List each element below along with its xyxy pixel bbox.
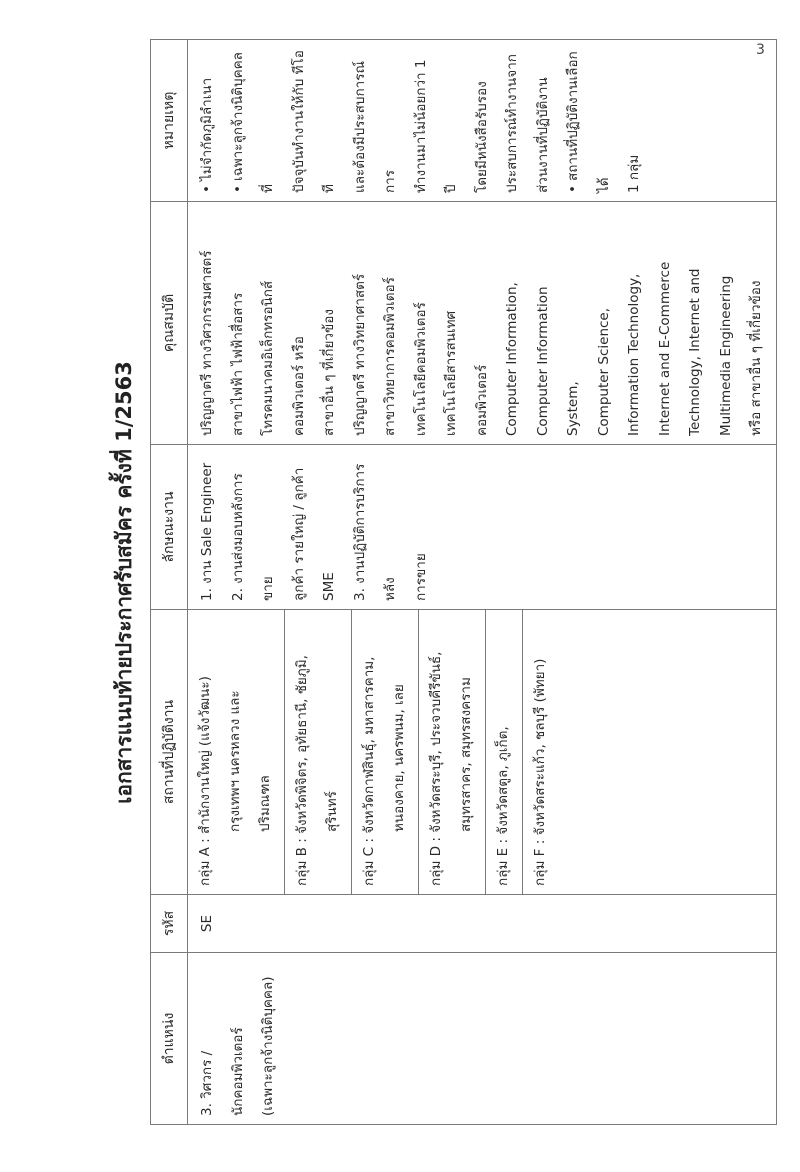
header-job: ลักษณะงาน bbox=[151, 445, 188, 610]
code-cell: SE bbox=[188, 895, 777, 953]
table-row bbox=[188, 40, 777, 1125]
location-group-c bbox=[352, 610, 419, 894]
qualification-line: สาขาอื่น ๆ ที่เกี่ยวข้อง bbox=[321, 309, 337, 436]
qualification-line: โทรคมนาคมอิเล็กทรอนิกส์ bbox=[260, 280, 276, 436]
qualification-line: ปริญญาตรี ทางวิศวกรรมศาสตร์ bbox=[199, 250, 215, 436]
remark-cell bbox=[188, 40, 777, 202]
rotated-document bbox=[112, 40, 774, 1125]
group-line: กรุงเทพฯ นครหลวง และ bbox=[227, 690, 243, 832]
job-line: 2. งานส่งมอบหลังการขาย bbox=[229, 473, 276, 601]
qualification-line: คอมพิวเตอร์ bbox=[473, 364, 490, 436]
group-heading: กลุ่ม A : สำนักงานใหญ่ (แจ้งวัฒนะ) bbox=[197, 676, 213, 886]
qualification-line: คอมพิวเตอร์ หรือ bbox=[290, 336, 307, 436]
group-heading: กลุ่ม D : จังหวัดสระบุรี, ประจวบคีรีขันธ์, bbox=[428, 651, 444, 886]
group-line: สุรินทร์ bbox=[324, 791, 340, 832]
qualification-line: Internet and E-Commerce bbox=[656, 261, 673, 436]
location-group-e bbox=[486, 610, 523, 894]
remark-line: โดยมีหนังสือรับรอง bbox=[473, 81, 490, 193]
group-heading: กลุ่ม C : จังหวัดกาฬสินธุ์, มหาสารคาม, bbox=[361, 656, 377, 886]
group-heading: กลุ่ม B : จังหวัดพิจิตร, อุทัยธานี, ชัยภูมิ, bbox=[294, 655, 310, 886]
remark-line: ประสบการณ์ทำงานจาก bbox=[504, 54, 520, 193]
remark-line: และต้องมีประสบการณ์การ bbox=[351, 60, 398, 193]
recruitment-table bbox=[150, 39, 777, 1125]
remark-line: • เฉพาะลูกจ้างนิติบุคคลที่ bbox=[223, 48, 284, 193]
qualification-line: ปริญญาตรี ทางวิทยาศาสตร์ bbox=[351, 273, 368, 436]
qualification-line: Computer Information, bbox=[504, 282, 520, 436]
remark-line: 1 กลุ่ม bbox=[626, 154, 642, 193]
location-group-b bbox=[285, 610, 352, 894]
header-location: สถานที่ปฏิบัติงาน bbox=[151, 610, 188, 895]
remark-line: ทำงานมาไม่น้อยกว่า 1 ปี bbox=[412, 59, 459, 193]
location-group-a bbox=[188, 610, 285, 894]
location-group-d bbox=[419, 610, 486, 894]
qualification-line: System, bbox=[565, 381, 581, 436]
qualification-line: Multimedia Engineering bbox=[717, 275, 734, 436]
qualification-cell bbox=[188, 202, 777, 445]
position-line: นักคอมพิวเตอร์ bbox=[229, 1027, 246, 1116]
remark-line: • ไม่จำกัดภูมิลำเนา bbox=[192, 48, 223, 193]
job-line: การขาย bbox=[412, 553, 429, 601]
position-line: (เฉพาะลูกจ้างนิติบุคคล) bbox=[260, 976, 276, 1116]
header-position: ตำแหน่ง bbox=[151, 953, 188, 1125]
position-cell bbox=[188, 953, 777, 1125]
page-number: 3 bbox=[756, 42, 765, 58]
job-line: ลูกค้า รายใหญ่ / ลูกค้า SME bbox=[290, 467, 337, 601]
remark-line: ส่วนงานที่ปฏิบัติงาน bbox=[534, 77, 551, 193]
qualification-line: สาขาไฟฟ้า ไฟฟ้าสื่อสาร bbox=[229, 292, 246, 436]
group-line: สมุทรสาคร, สมุทรสงคราม bbox=[458, 677, 474, 832]
group-line: หนองคาย, นครพนม, เลย bbox=[391, 684, 407, 832]
job-cell bbox=[188, 445, 777, 610]
qualification-line: Information Technology, bbox=[626, 273, 642, 436]
qualification-line: เทคโนโลยีคอมพิวเตอร์ bbox=[412, 302, 429, 436]
group-heading: กลุ่ม E : จังหวัดสตูล, ภูเก็ต, bbox=[495, 726, 511, 886]
remark-line: ปัจจุบันทำงานให้กับ ทีโอที bbox=[290, 50, 337, 193]
job-line: 3. งานปฏิบัติการบริการหลัง bbox=[351, 463, 398, 601]
qualification-line: หรือ สาขาอื่น ๆ ที่เกี่ยวข้อง bbox=[748, 280, 764, 436]
qualification-line: Computer Information bbox=[534, 286, 551, 436]
location-group-f bbox=[523, 610, 559, 894]
qualification-line: Computer Science, bbox=[595, 307, 612, 436]
header-remark: หมายเหตุ bbox=[151, 40, 188, 202]
position-line: 3. วิศวกร / bbox=[199, 1050, 215, 1116]
location-cell bbox=[188, 610, 777, 895]
remark-line: • สถานที่ปฏิบัติงานเลือกได้ bbox=[558, 48, 619, 193]
table-header-row bbox=[151, 40, 188, 1125]
group-line: ปริมณฑล bbox=[257, 775, 273, 832]
group-heading: กลุ่ม F : จังหวัดสระแก้ว, ชลบุรี (พัทยา) bbox=[532, 658, 548, 886]
job-line: 1. งาน Sale Engineer bbox=[199, 462, 215, 601]
header-code: รหัส bbox=[151, 895, 188, 953]
qualification-line: สาขาวิทยาการคอมพิวเตอร์ bbox=[382, 277, 398, 436]
header-qualification: คุณสมบัติ bbox=[151, 202, 188, 445]
qualification-line: Technology, Internet and bbox=[687, 268, 703, 436]
qualification-line: เทคโนโลยีสารสนเทศ bbox=[443, 310, 459, 436]
document-title: เอกสารแนบท้ายประกาศรับสมัคร ครั้งที่ 1/2563 bbox=[112, 361, 136, 804]
